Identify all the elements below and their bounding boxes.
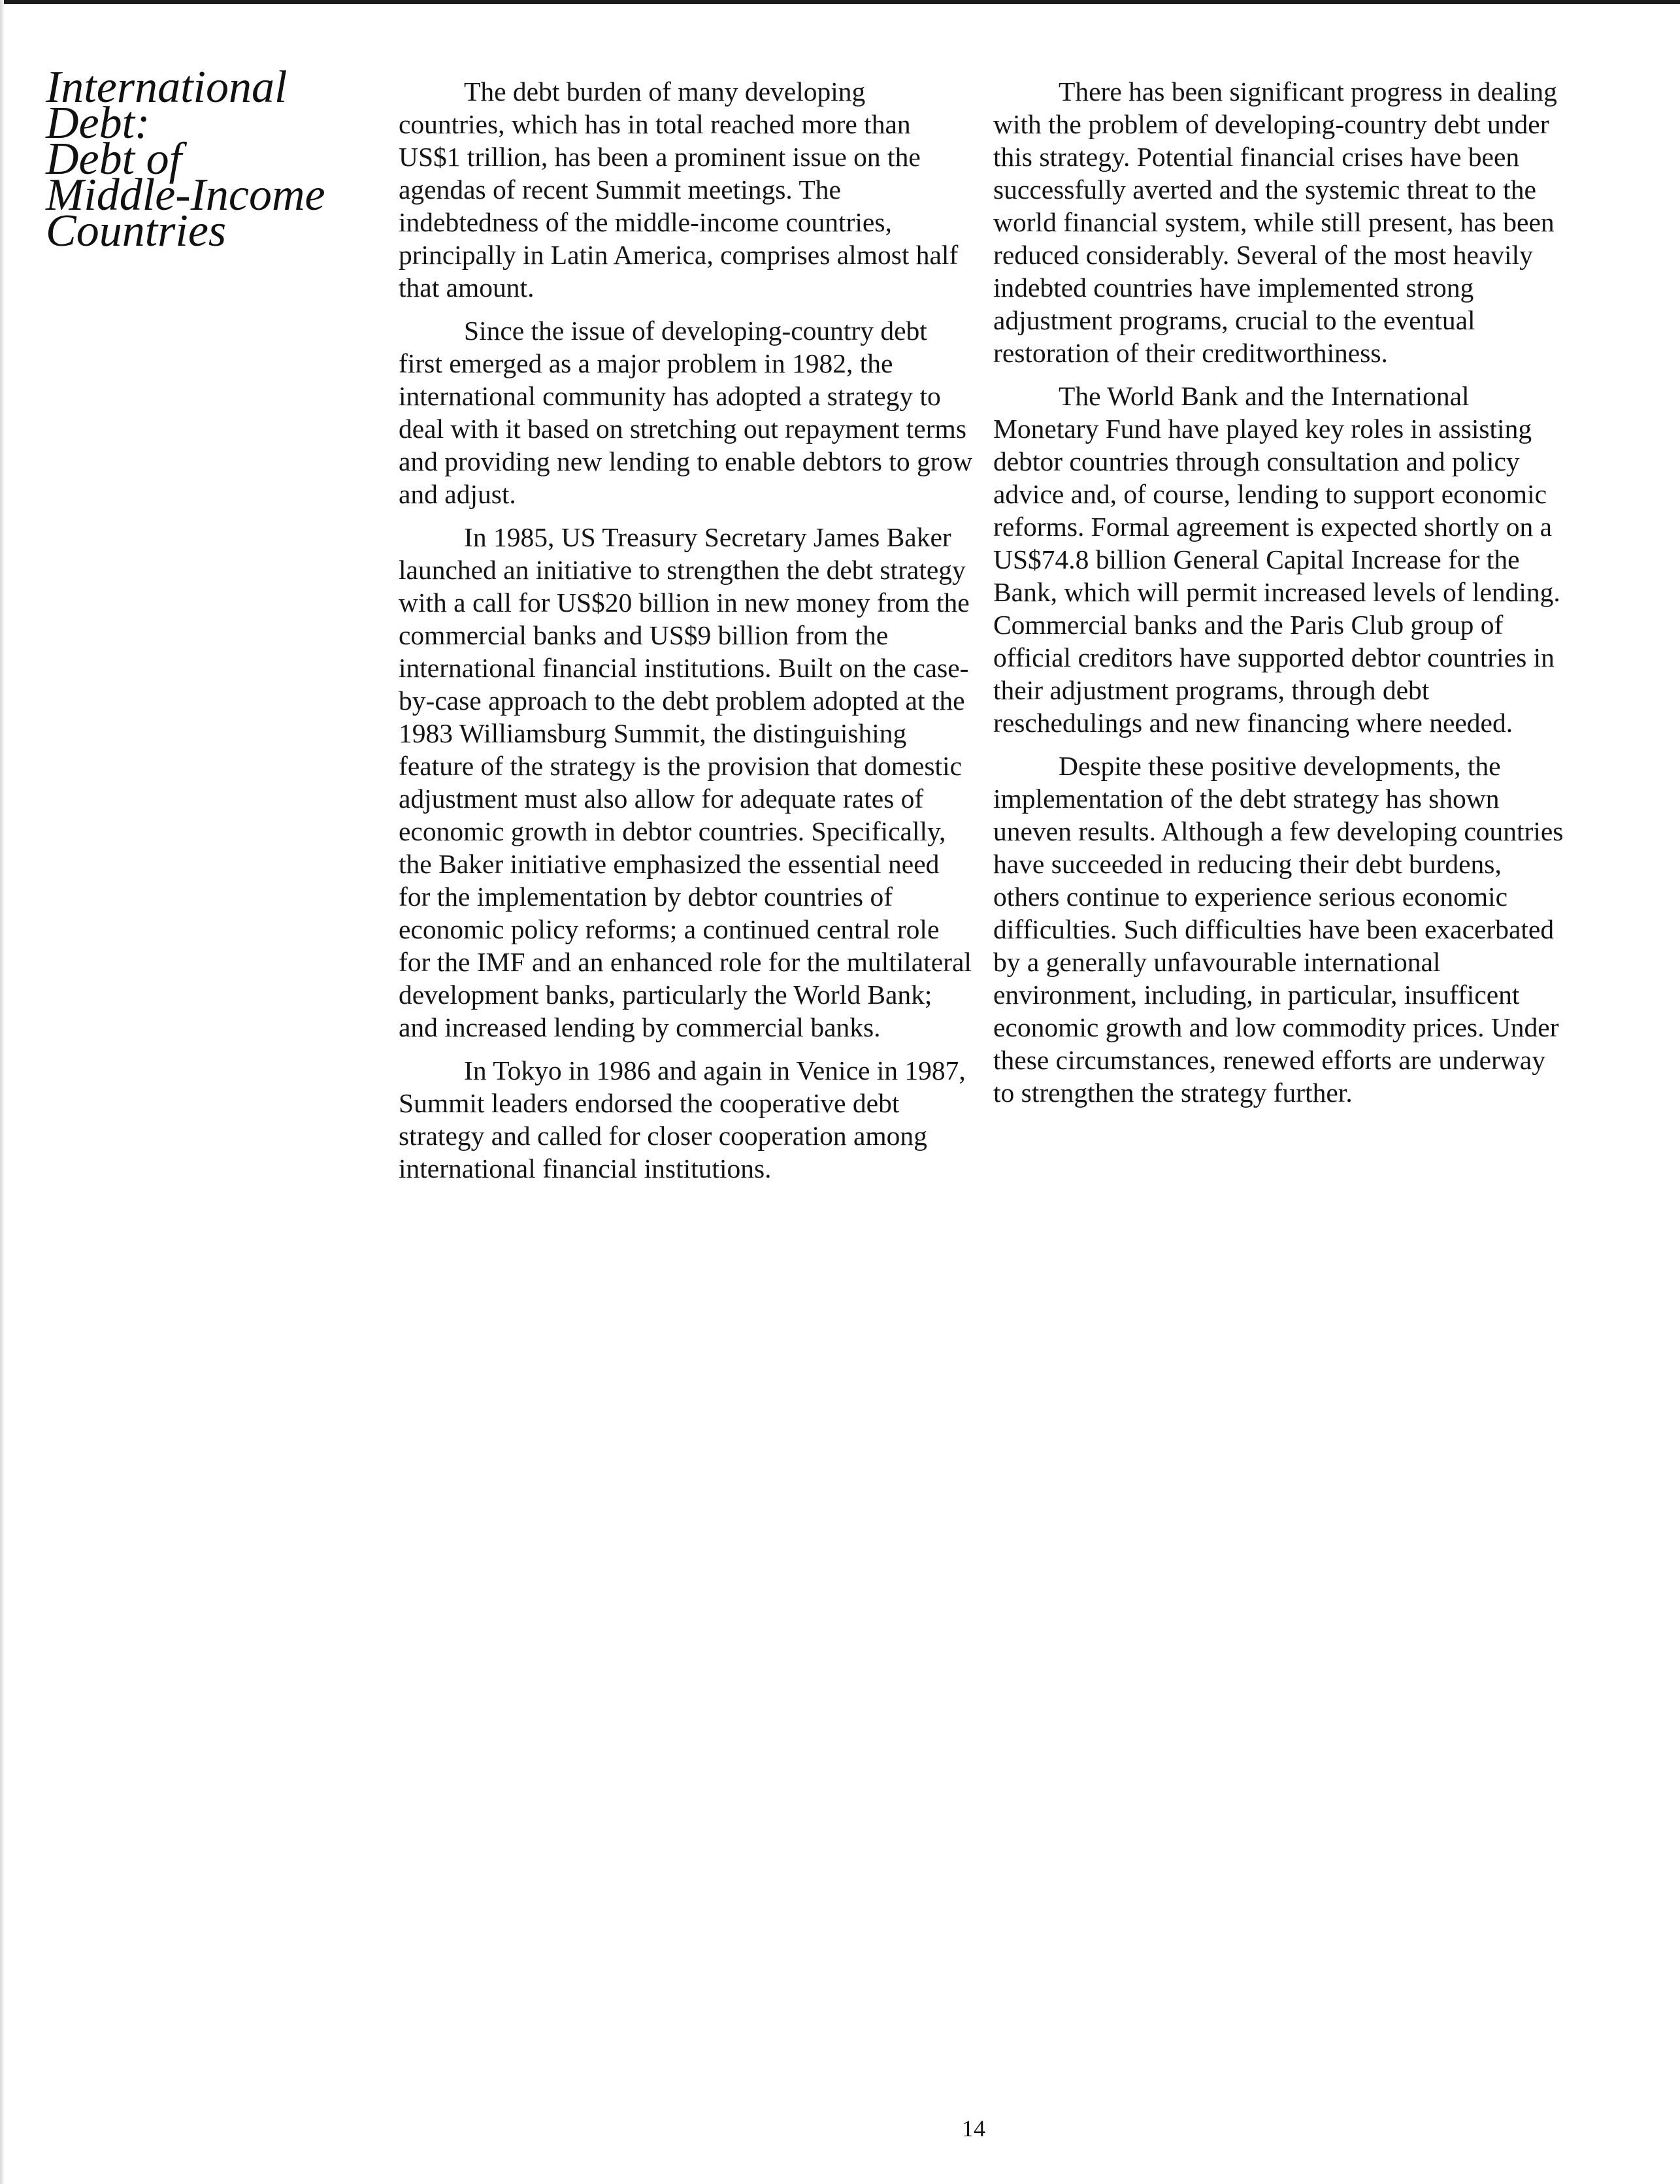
heading-line: Middle-Income	[46, 170, 325, 220]
paragraph: Despite these positive developments, the implementation of the debt strategy has shown uneven results. Although a few developing countries have succeeded in reducing their debt burdens, others continue to experience serious economic difficulties. Such difficulties have been exacerbated by a generally unfavourable international environment, including, in particular, insufficent economic growth and low commodity prices. Under these circumstances, renewed efforts are underway to strengthen the strategy further.	[993, 751, 1564, 1108]
heading-line: Debt of	[46, 134, 182, 184]
paragraph: The debt burden of many developing countries, which has in total reached more than US$1 trillion, has been a prominent issue on the agendas of recent Summit meetings. The indebtedness of the middle-income countries, principally in Latin America, comprises almost half that amount.	[399, 76, 959, 303]
heading-line: International	[46, 62, 288, 112]
body-column-right	[993, 75, 1568, 1119]
top-border-rule	[0, 0, 1680, 4]
heading-line: Debt:	[46, 98, 150, 148]
heading-line: Countries	[46, 206, 227, 256]
paragraph: There has been significant progress in dealing with the problem of developing-country debt under this strategy. Potential financial crises have been successfully averted and the systemic threat to the world financial system, while still present, has been reduced considerably. Several of the most heavily indebted countries have implemented strong adjustment programs, crucial to the eventual restoration of their creditworthiness.	[993, 76, 1557, 368]
paragraph: Since the issue of developing-country debt first emerged as a major problem in 1982, the international community has adopted a strategy to deal with it based on stretching out repayment terms and providing new lending to enable debtors to grow and adjust.	[399, 316, 973, 509]
page-number: 14	[962, 2115, 985, 2142]
section-heading	[46, 62, 372, 256]
page-left-edge	[0, 0, 4, 2184]
paragraph: The World Bank and the International Monetary Fund have played key roles in assisting debtor countries through consultation and policy advice and, of course, lending to support economic reforms. Formal agreement is expected shortly on a US$74.8 billion General Capital Increase for the Bank, which will permit increased levels of lending. Commercial banks and the Paris Club group of official creditors have supported debtor countries in their adjustment programs, through debt reschedulings and new financing where needed.	[993, 381, 1560, 738]
paragraph: In 1985, US Treasury Secretary James Baker launched an initiative to strengthen the debt strategy with a call for US$20 billion in new money from the commercial banks and US$9 billion from the international financial institutions. Built on the case-by-case approach to the debt problem adopted at the 1983 Williamsburg Summit, the distinguishing feature of the strategy is the provision that domestic adjustment must also allow for adequate rates of economic growth in debtor countries. Specifically, the Baker initiative emphasized the essential need for the implementation by debtor countries of economic policy reforms; a continued central role for the IMF and an enhanced role for the multilateral development banks, particularly the World Bank; and increased lending by commercial banks.	[399, 522, 972, 1042]
paragraph: In Tokyo in 1986 and again in Venice in 1987, Summit leaders endorsed the cooperative debt strategy and called for closer cooperation among international financial institutions.	[399, 1055, 966, 1183]
body-column-middle	[399, 75, 974, 1195]
